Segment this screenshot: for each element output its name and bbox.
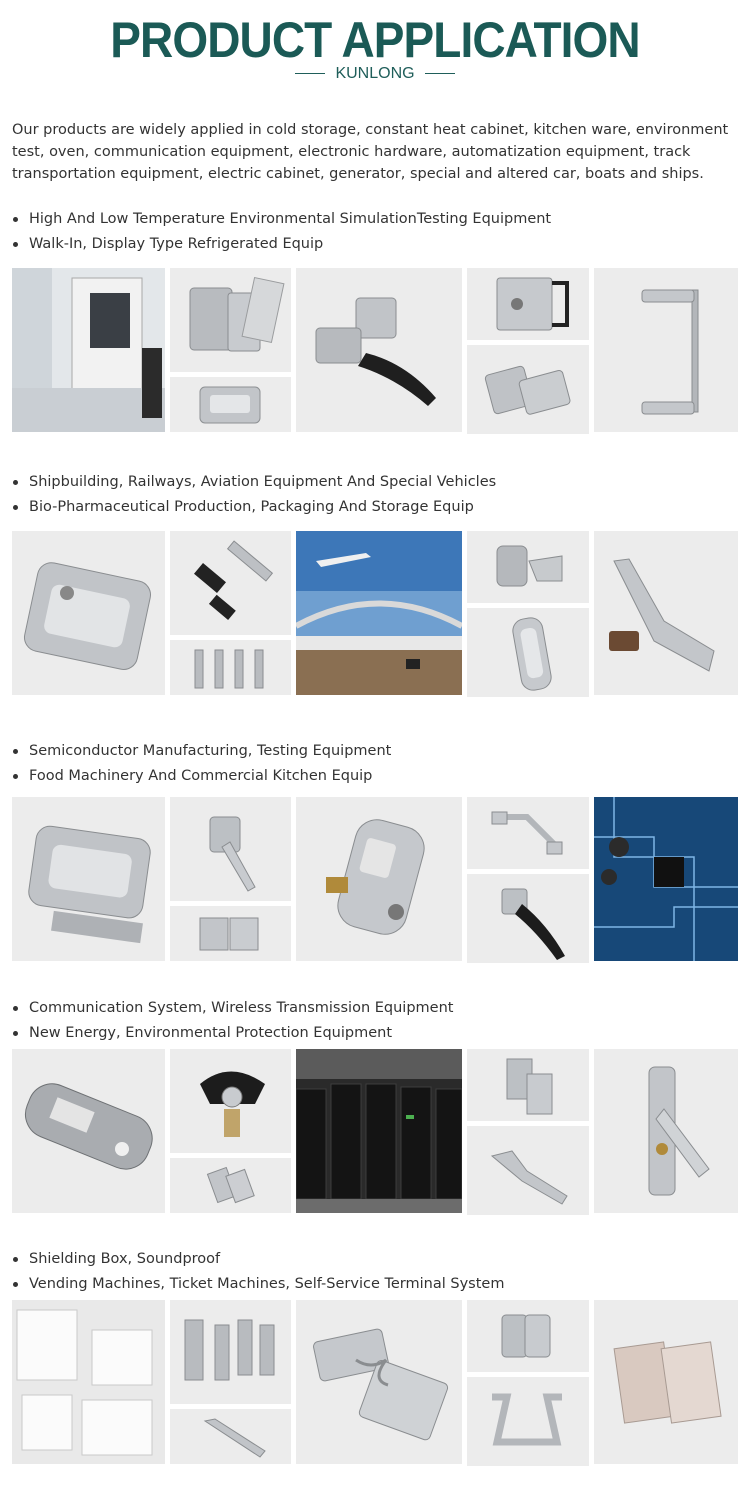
quarter-turn-lock-photo (170, 1049, 291, 1153)
toggle-catch-photo (296, 1300, 462, 1464)
page-title: PRODUCT APPLICATION (110, 12, 640, 68)
lever-handle-photo (170, 1409, 291, 1464)
bolt-latch-photo (170, 531, 291, 635)
swing-handle-lock-photo (594, 1049, 738, 1213)
black-lever-latch-photo (467, 874, 589, 963)
toggle-latch-photo (467, 1126, 589, 1215)
application-item: Shielding Box, Soundproof (12, 1247, 732, 1272)
lab-corridor-photo (12, 268, 165, 432)
hinge-photo (170, 268, 291, 372)
divider (425, 73, 455, 74)
flat-hinge-photo (594, 1300, 738, 1464)
application-list (12, 207, 732, 257)
push-button-lock-photo (296, 797, 462, 961)
white-boxes-photo (12, 1300, 165, 1464)
intro-paragraph: Our products are widely applied in cold storage, constant heat cabinet, kitchen ware, environment test, oven, communication equipment, electronic hardware, automatization equipment, track transportation equipment, electric cabinet, generator, special and altered car, boats and ships. (12, 122, 729, 182)
application-item: Walk-In, Display Type Refrigerated Equip (12, 232, 732, 257)
brand-subtitle (0, 64, 750, 84)
recessed-lock-photo (12, 797, 165, 961)
server-room-photo (296, 1049, 462, 1213)
application-item: Bio-Pharmaceutical Production, Packaging And Storage Equip (12, 495, 732, 520)
flush-hinge-photo (467, 345, 589, 434)
pull-handle-photo (594, 268, 738, 432)
cold-storage-latch-photo (296, 268, 462, 432)
application-item: Communication System, Wireless Transmission Equipment (12, 996, 732, 1021)
brand-name: KUNLONG (335, 65, 415, 82)
latch-assortment-photo (170, 1300, 291, 1404)
application-item: New Energy, Environmental Protection Equipment (12, 1021, 732, 1046)
handle-lock-photo (467, 268, 589, 340)
folding-handle-photo (467, 1377, 589, 1466)
slam-latch-photo (467, 608, 589, 697)
lever-latch-photo (170, 797, 291, 901)
butt-hinge-photo (170, 906, 291, 961)
lever-set-photo (170, 640, 291, 695)
offset-hinge-photo (467, 1049, 589, 1121)
heavy-hinge-photo (467, 1300, 589, 1372)
train-aviation-photo (296, 531, 462, 695)
application-list (12, 470, 732, 520)
compression-latch-photo (594, 531, 738, 695)
divider (295, 73, 325, 74)
application-item: Semiconductor Manufacturing, Testing Equipment (12, 739, 732, 764)
application-item: Vending Machines, Ticket Machines, Self-Service Terminal System (12, 1272, 732, 1297)
small-hinge-photo (170, 1158, 291, 1213)
recessed-handle-photo (170, 377, 291, 432)
circuit-board-photo (594, 797, 738, 961)
cam-lock-photo (467, 531, 589, 603)
application-list (12, 739, 732, 789)
application-item: Shipbuilding, Railways, Aviation Equipment And Special Vehicles (12, 470, 732, 495)
application-item: High And Low Temperature Environmental SimulationTesting Equipment (12, 207, 732, 232)
application-item: Food Machinery And Commercial Kitchen Equip (12, 764, 732, 789)
paddle-latch-photo (12, 531, 165, 695)
application-list (12, 1247, 732, 1297)
wire-handle-photo (467, 797, 589, 869)
combination-lock-photo (12, 1049, 165, 1213)
application-list (12, 996, 732, 1046)
